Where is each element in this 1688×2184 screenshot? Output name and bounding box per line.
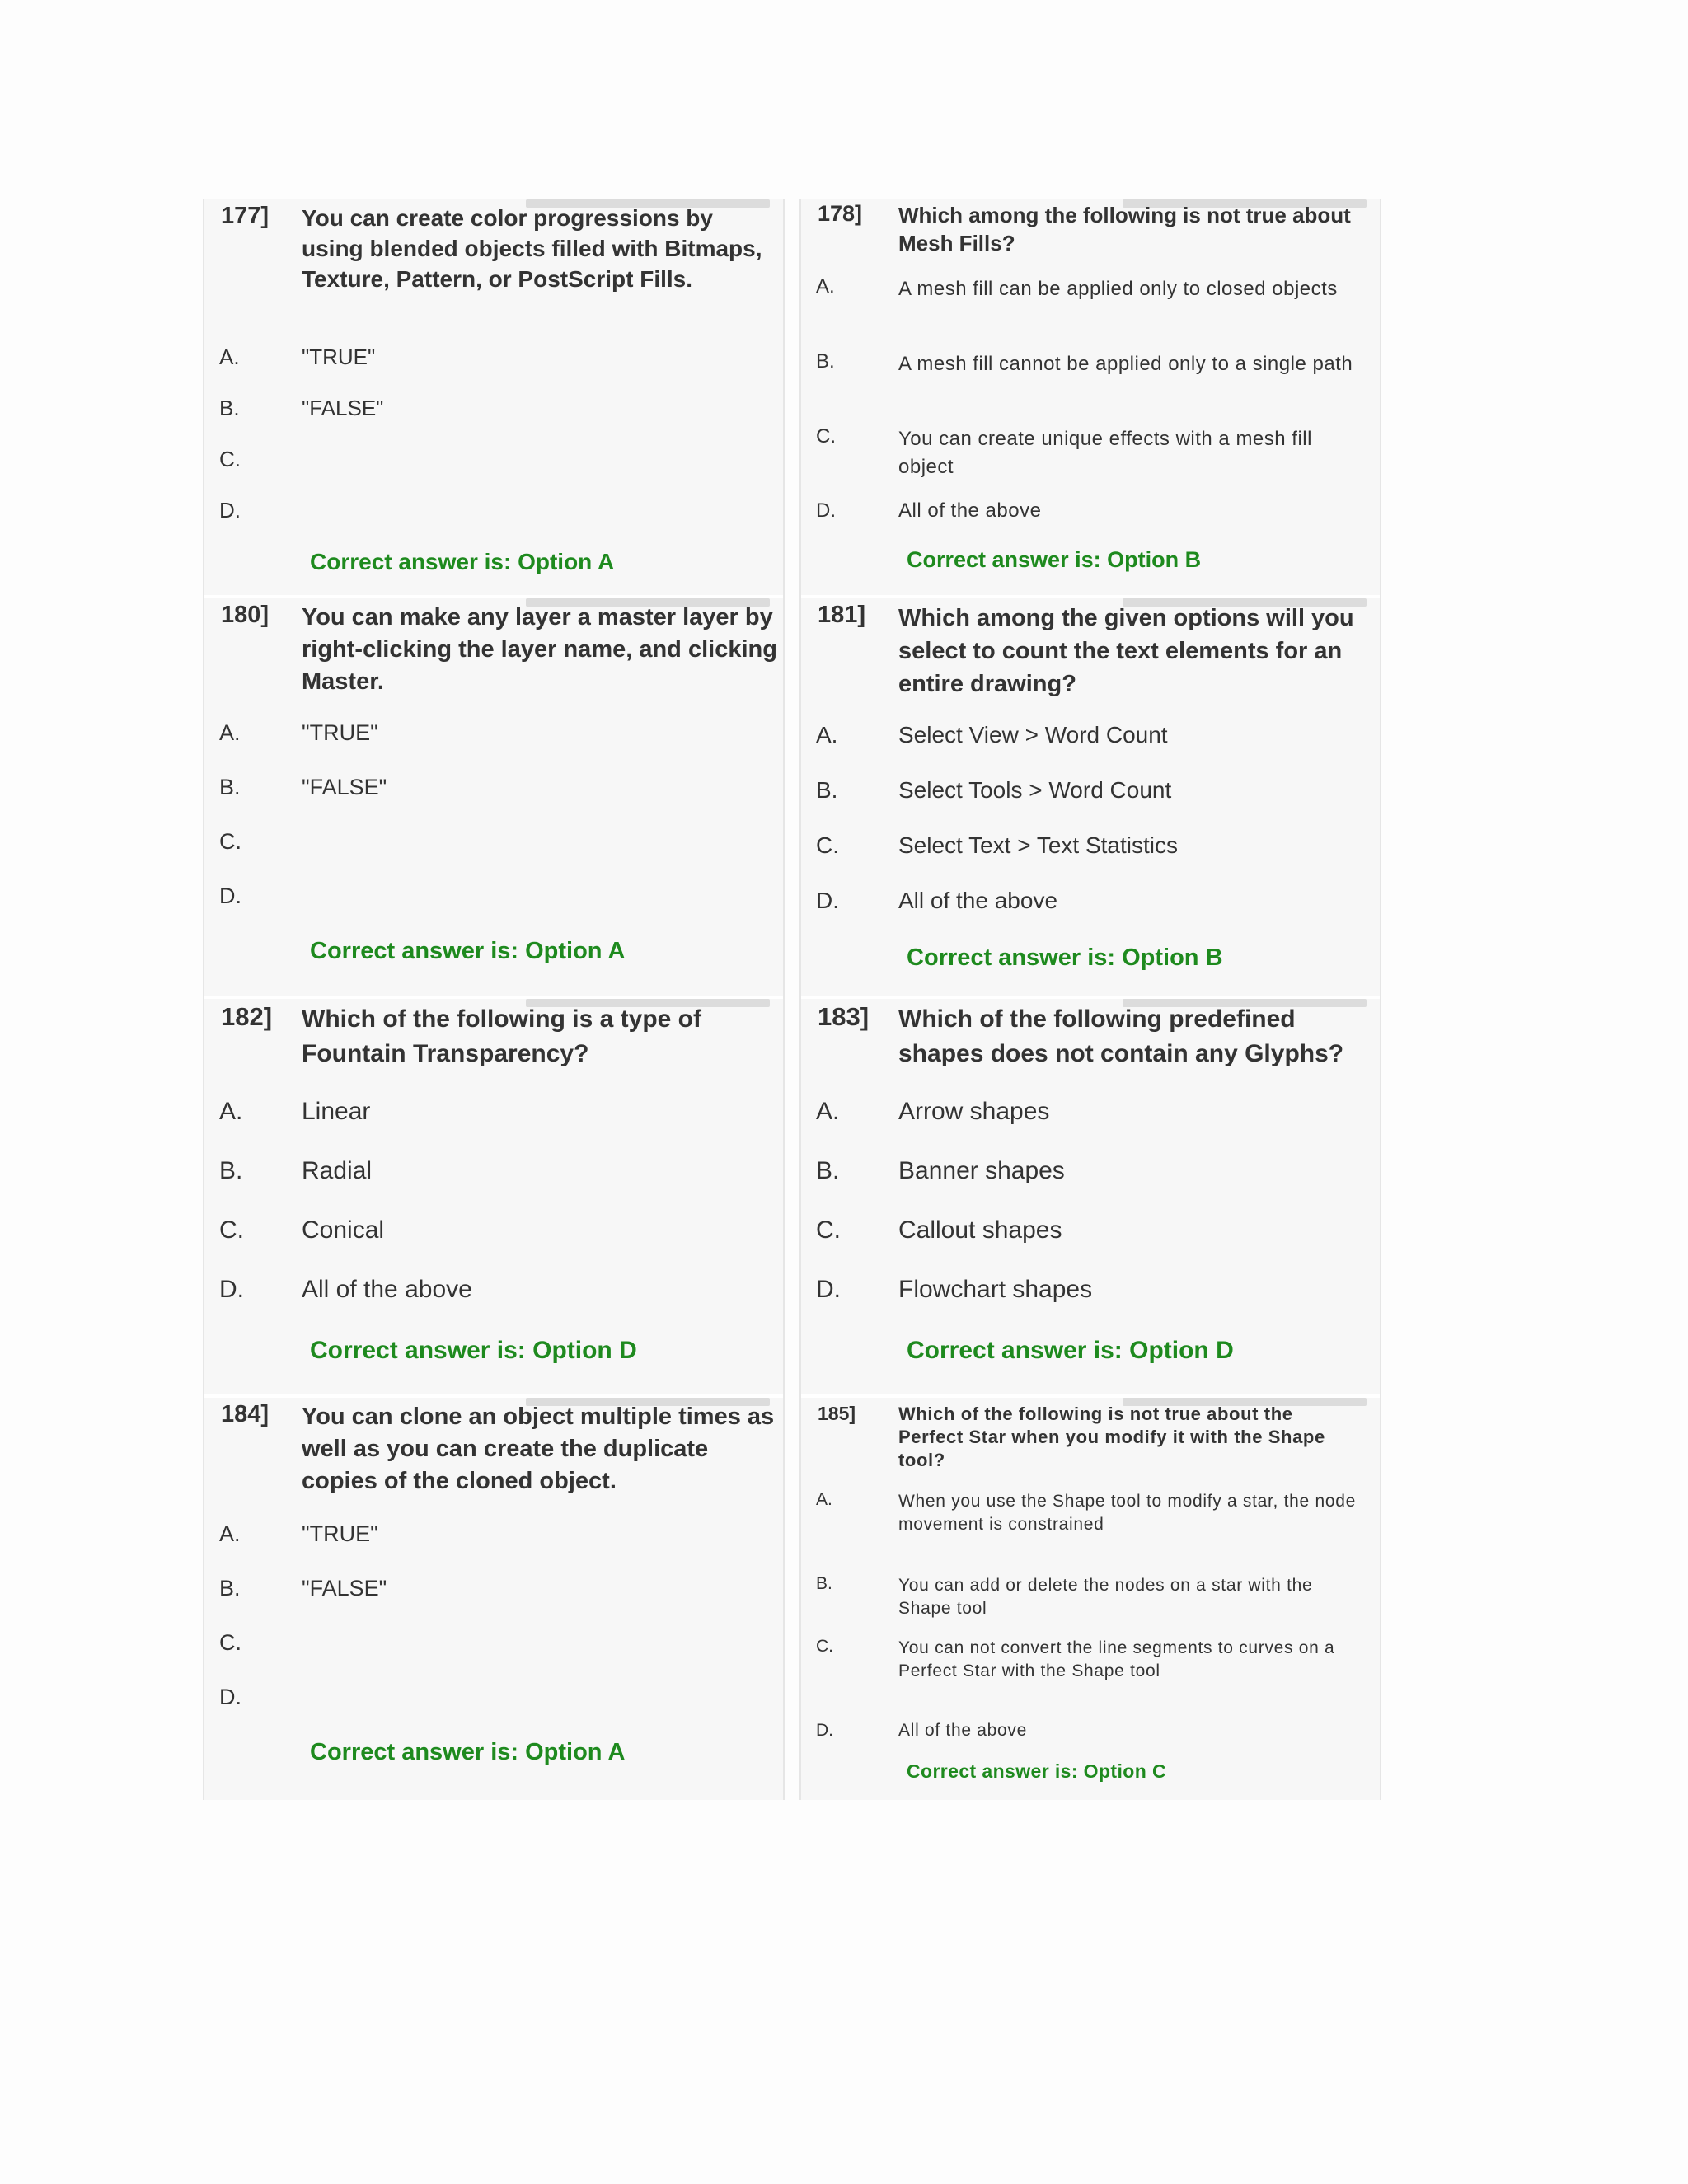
question-text: Which of the following is a type of Fountain Transparency? bbox=[302, 1005, 701, 1067]
question-card bbox=[799, 999, 1381, 1398]
option-text[interactable]: Arrow shapes bbox=[898, 1098, 1050, 1125]
option-letter: A. bbox=[816, 722, 838, 748]
question-text: You can create color progressions by using blended objects filled with Bitmaps, Texture, Pattern, or PostScript Fills. bbox=[302, 205, 762, 292]
option-letter: C. bbox=[816, 1216, 841, 1244]
option-letter: D. bbox=[816, 888, 839, 913]
option-text[interactable]: "FALSE" bbox=[302, 396, 384, 420]
option-letter: D. bbox=[816, 1721, 833, 1740]
question-text: Which among the following is not true about Mesh Fills? bbox=[898, 203, 1351, 255]
option-letter: B. bbox=[219, 1157, 243, 1184]
option-letter: C. bbox=[219, 1216, 244, 1244]
option-text[interactable]: Linear bbox=[302, 1098, 371, 1125]
option-letter: B. bbox=[816, 1574, 832, 1593]
question-number: 183] bbox=[818, 1002, 870, 1031]
option-text[interactable]: Callout shapes bbox=[898, 1216, 1062, 1244]
option-text[interactable]: Select View > Word Count bbox=[898, 722, 1168, 748]
correct-answer: Correct answer is: Option D bbox=[310, 1337, 637, 1364]
question-card bbox=[799, 1398, 1381, 1800]
option-letter: B. bbox=[219, 775, 241, 799]
question-number: 178] bbox=[818, 201, 863, 226]
option-text[interactable]: When you use the Shape tool to modify a star, the node movement is constrained bbox=[898, 1492, 1356, 1534]
question-number: 180] bbox=[221, 602, 270, 628]
question-number: 182] bbox=[221, 1002, 273, 1031]
question-text: Which among the given options will you select to count the text elements for an entire drawing? bbox=[898, 605, 1354, 697]
question-card bbox=[203, 199, 785, 598]
option-text[interactable]: Select Text > Text Statistics bbox=[898, 832, 1179, 858]
option-letter: B. bbox=[816, 1157, 840, 1184]
option-letter: A. bbox=[816, 1490, 832, 1509]
option-text[interactable]: "TRUE" bbox=[302, 344, 376, 369]
question-card bbox=[203, 999, 785, 1398]
option-text[interactable]: Select Tools > Word Count bbox=[898, 777, 1172, 803]
option-letter: C. bbox=[219, 829, 241, 854]
option-text[interactable]: "FALSE" bbox=[302, 775, 387, 799]
option-letter: D. bbox=[816, 1276, 841, 1303]
option-text[interactable]: "TRUE" bbox=[302, 720, 378, 745]
option-text[interactable]: You can create unique effects with a mesh fill object bbox=[898, 428, 1312, 478]
option-letter: A. bbox=[816, 1098, 840, 1125]
option-letter: D. bbox=[219, 1276, 244, 1303]
option-text[interactable]: "FALSE" bbox=[302, 1576, 387, 1601]
option-letter: C. bbox=[816, 1637, 833, 1656]
option-letter: C. bbox=[219, 447, 241, 471]
question-text: Which of the following predefined shapes does not contain any Glyphs? bbox=[898, 1005, 1344, 1067]
question-text: Which of the following is not true about the Perfect Star when you modify it with the Shape tool? bbox=[898, 1404, 1325, 1470]
option-text[interactable]: "TRUE" bbox=[302, 1521, 378, 1546]
question-card bbox=[203, 598, 785, 999]
correct-answer: Correct answer is: Option D bbox=[907, 1337, 1234, 1364]
question-text: You can clone an object multiple times as well as you can create the duplicate copies of the cloned object. bbox=[302, 1404, 775, 1494]
option-text[interactable]: All of the above bbox=[302, 1276, 472, 1303]
option-text[interactable]: All of the above bbox=[898, 499, 1042, 522]
correct-answer: Correct answer is: Option A bbox=[310, 938, 626, 964]
correct-answer: Correct answer is: Option C bbox=[907, 1760, 1166, 1782]
option-letter: B. bbox=[816, 350, 835, 373]
question-number: 184] bbox=[221, 1401, 270, 1427]
option-letter: D. bbox=[219, 498, 241, 523]
question-card bbox=[799, 598, 1381, 999]
option-letter: D. bbox=[219, 1685, 241, 1709]
option-text[interactable]: All of the above bbox=[898, 1721, 1027, 1740]
option-letter: A. bbox=[219, 1098, 243, 1125]
option-letter: A. bbox=[816, 275, 835, 298]
option-text[interactable]: You can not convert the line segments to curves on a Perfect Star with the Shape tool bbox=[898, 1638, 1335, 1680]
option-letter: B. bbox=[219, 396, 240, 420]
question-card bbox=[203, 1398, 785, 1800]
question-number: 185] bbox=[818, 1403, 856, 1424]
option-text[interactable]: All of the above bbox=[898, 888, 1058, 913]
correct-answer: Correct answer is: Option B bbox=[907, 944, 1223, 971]
question-text: You can make any layer a master layer by right-clicking the layer name, and clicking Master. bbox=[302, 604, 777, 695]
correct-answer: Correct answer is: Option A bbox=[310, 1739, 626, 1765]
option-letter: A. bbox=[219, 344, 240, 369]
option-letter: D. bbox=[219, 883, 241, 908]
option-text[interactable]: Flowchart shapes bbox=[898, 1276, 1093, 1303]
option-text[interactable]: You can add or delete the nodes on a star with the Shape tool bbox=[898, 1576, 1313, 1618]
option-letter: B. bbox=[219, 1576, 241, 1601]
question-card bbox=[799, 199, 1381, 598]
option-letter: A. bbox=[219, 1521, 241, 1546]
option-letter: A. bbox=[219, 720, 241, 745]
option-letter: C. bbox=[816, 832, 839, 858]
option-letter: C. bbox=[219, 1630, 241, 1655]
option-text[interactable]: Conical bbox=[302, 1216, 385, 1244]
correct-answer: Correct answer is: Option A bbox=[310, 549, 615, 574]
option-text[interactable]: Radial bbox=[302, 1157, 373, 1184]
question-number: 181] bbox=[818, 602, 866, 628]
option-text[interactable]: Banner shapes bbox=[898, 1157, 1065, 1184]
correct-answer: Correct answer is: Option B bbox=[907, 547, 1202, 572]
option-letter: D. bbox=[816, 499, 836, 522]
option-text[interactable]: A mesh fill can be applied only to closed objects bbox=[898, 278, 1338, 300]
option-letter: C. bbox=[816, 425, 836, 448]
option-letter: B. bbox=[816, 777, 838, 803]
question-number: 177] bbox=[221, 203, 270, 229]
option-text[interactable]: A mesh fill cannot be applied only to a single path bbox=[898, 353, 1353, 375]
